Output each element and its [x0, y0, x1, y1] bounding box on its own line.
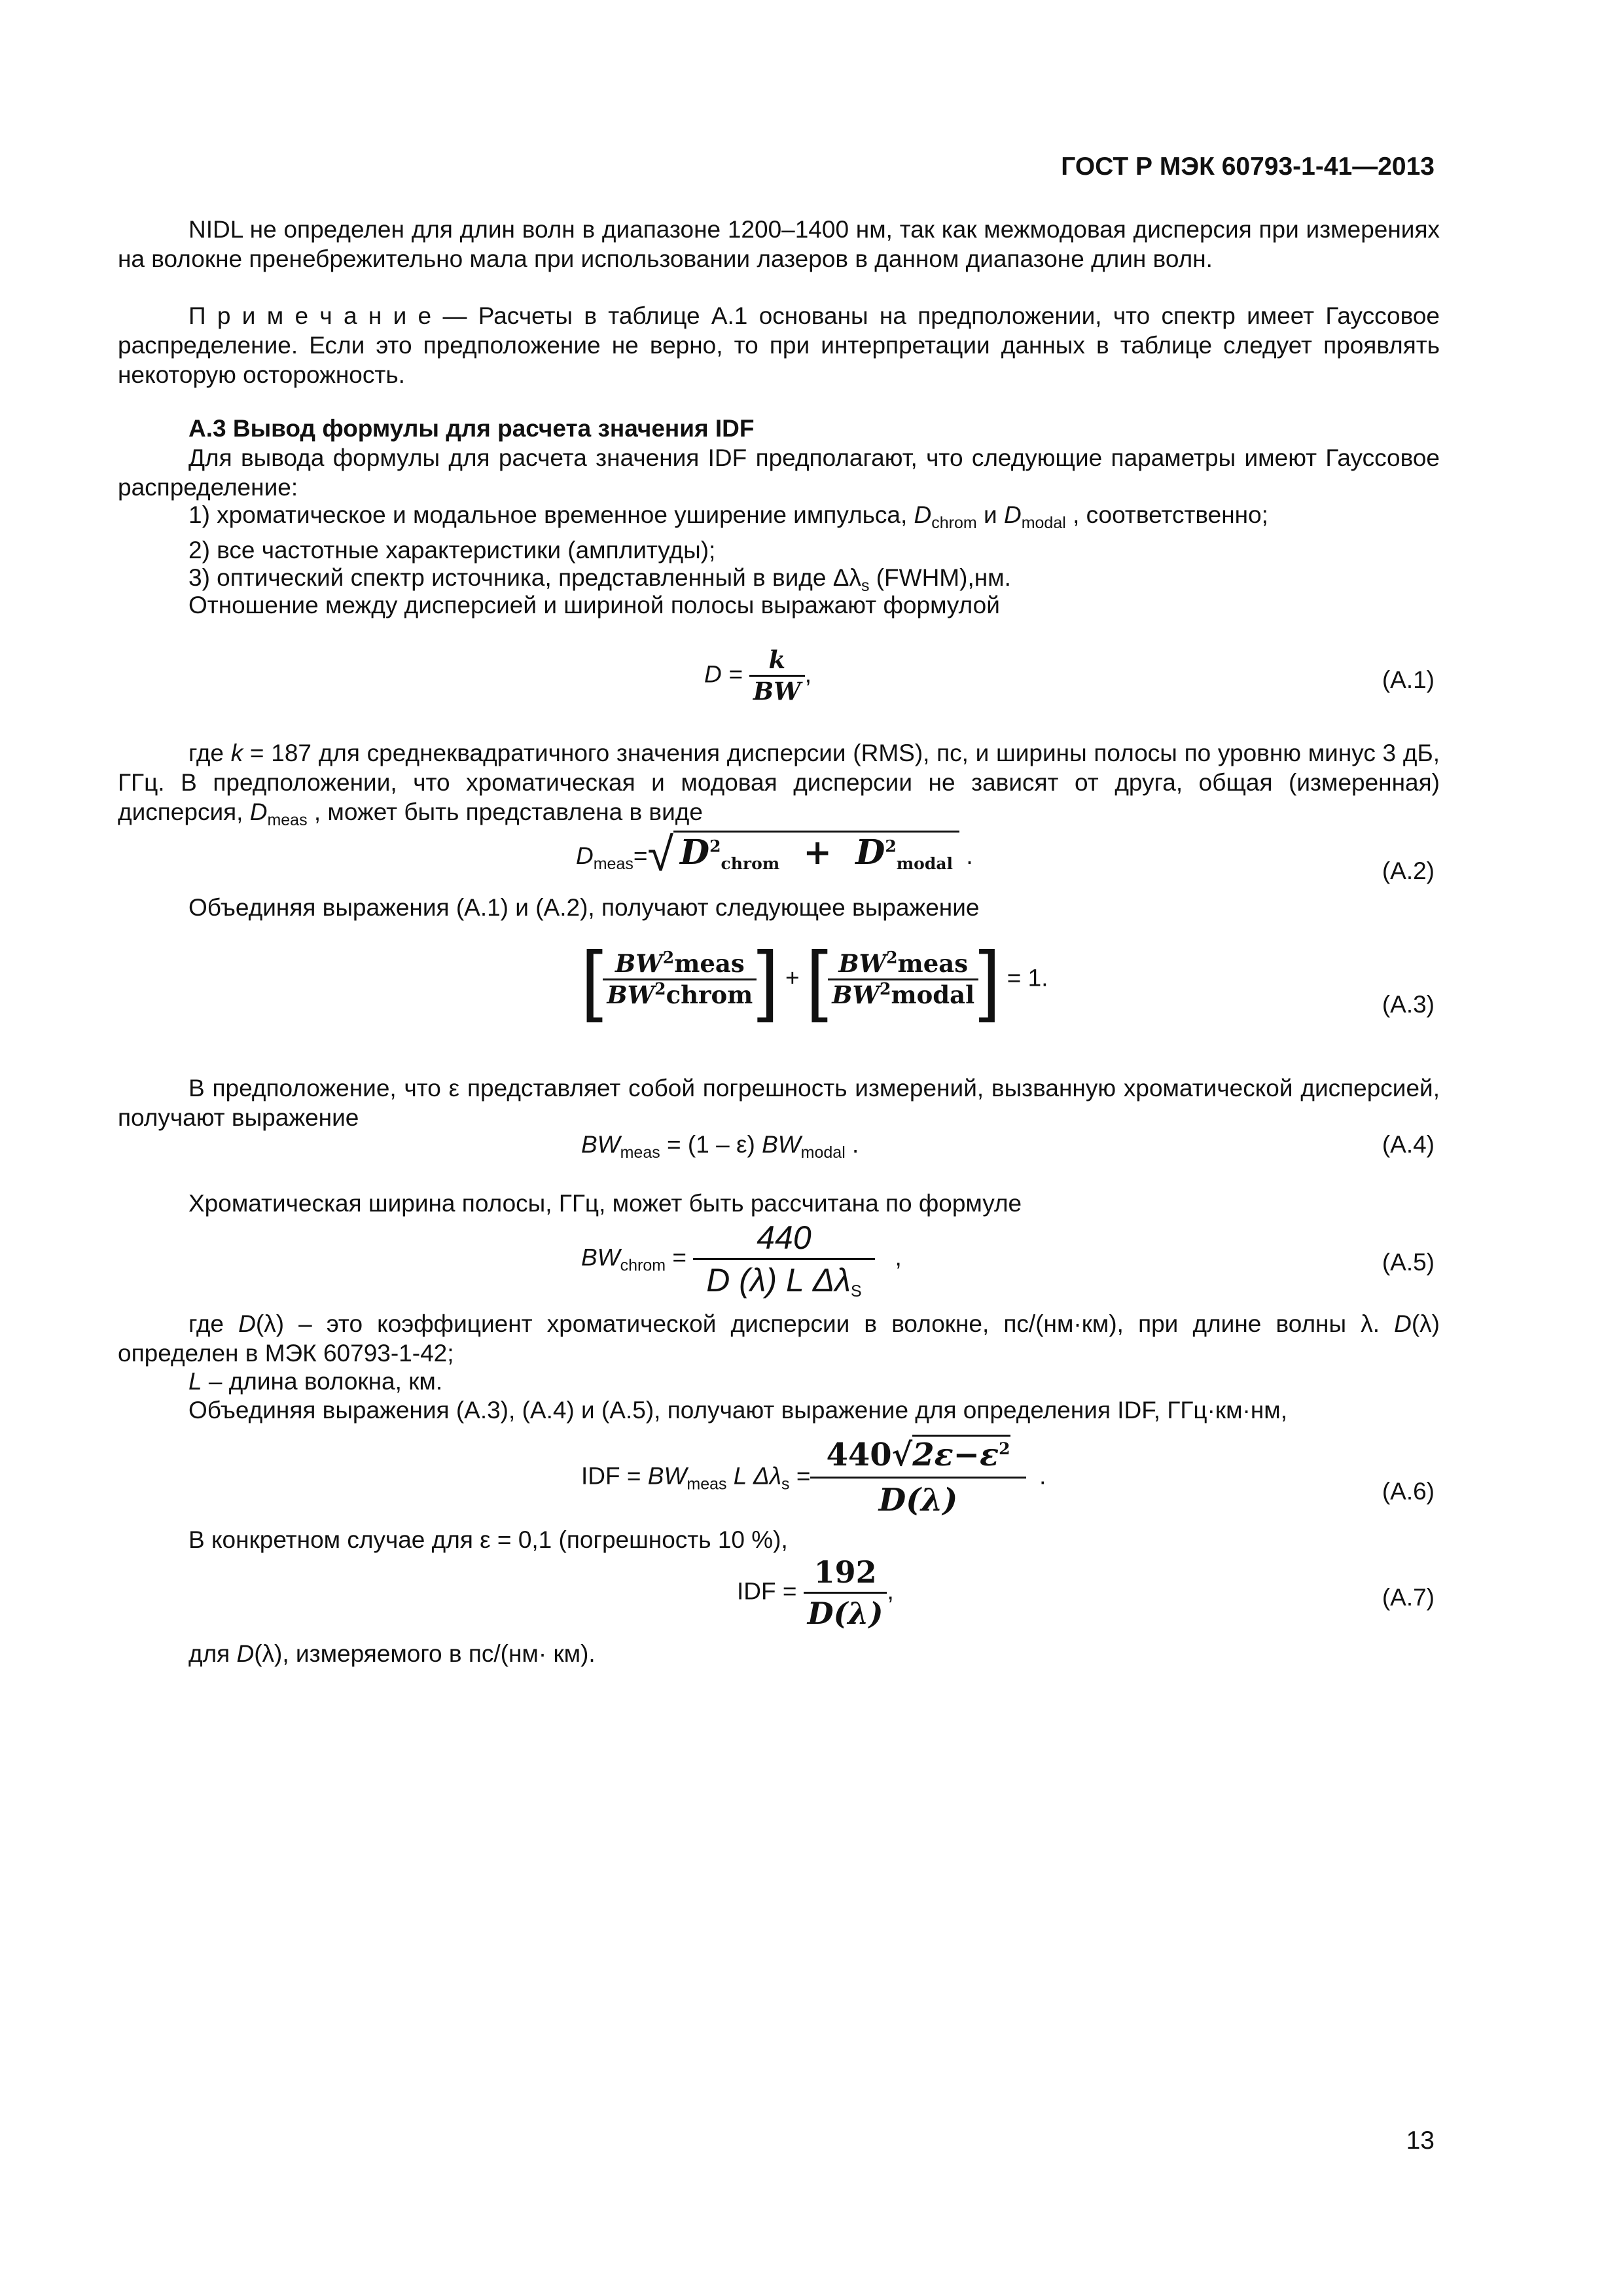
equation-a6: IDF = $BW_{meas}$ L $\Delta\lambda_s$ = $\frac{440√2\varepsilon-\varepsilon^2}{D(\lambda)}$ . [581, 1433, 1046, 1522]
combine-text-2: Объединяя выражения (А.3), (А.4) и (А.5), получают выражение для определения IDF, ГГц·км·нм, [188, 1397, 1288, 1424]
document-header: ГОСТ Р МЭК 60793-1-41—2013 [1061, 152, 1435, 181]
equation-number-a1: (А.1) [1382, 666, 1435, 693]
length-definition: L – длина волокна, км. [188, 1368, 443, 1395]
chrom-bandwidth-text: Хроматическая ширина полосы, ГГц, может быть рассчитана по формуле [188, 1190, 1022, 1217]
note-text: — Расчеты в таблице А.1 основаны на предположении, что спектр имеет Гауссовое распределение. Если это предположение не верно, то при интерпретации данных в таблице следует проявлять некоторую осторожность. [118, 302, 1440, 388]
paragraph-nidl: NIDL не определен для длин волн в диапазоне 1200–1400 нм, так как межмодовая дисперсия при измерениях на волокне пренебрежительно мала при использовании лазеров в данном диапазоне длин волн. [118, 216, 1440, 272]
page-number: 13 [1406, 2126, 1435, 2155]
list-item-1: 1) хроматическое и модальное временное уширение импульса, $D_{chrom}$ и $D_{modal}$ , соответственно; [188, 501, 1268, 532]
equation-number-a3: (А.3) [1382, 991, 1435, 1018]
equation-a7: IDF = $\frac{192}{D(\lambda)}$ , [737, 1552, 894, 1633]
section-title: А.3 Вывод формулы для расчета значения IDF [188, 415, 755, 442]
combine-text-1: Объединяя выражения (А.1) и (А.2), получают следующее выражение [188, 894, 980, 921]
list-item-2: 2) все частотные характеристики (амплитуды); [188, 537, 716, 564]
equation-a2: $D_{meas}=√$ $D^2_{chrom} + D^2_{modal}$ . [576, 829, 973, 881]
equation-a3: [ $\frac{BW^2meas}{BW^2chrom}$ ] + [ $\frac{BW^2meas}{BW^2modal}$ ] = 1. [581, 935, 1048, 1023]
equation-number-a2: (А.2) [1382, 857, 1435, 884]
equation-a5: $BW_{chrom}$ = $\frac{440}{D (\lambda) L \Delta\lambda_S}$ , [581, 1217, 902, 1300]
section-intro: Для вывода формулы для расчета значения IDF предполагают, что следующие параметры имеют Гауссовое распределение: [118, 444, 1440, 501]
paragraph-epsilon: В предположение, что ε представляет собой погрешность измерений, вызванную хроматической дисперсией, получают выражение [118, 1075, 1440, 1131]
note-label: П р и м е ч а н и е [188, 302, 432, 329]
paragraph-where-k: где k = 187 для среднеквадратичного значения дисперсии (RMS), пс, и ширины полосы по уровню минус 3 дБ, ГГц. В предположении, что хроматическая и модовая дисперсии не зависят от друга, общая (измеренная) дисперсия, $D_{meas}$ , может быть представлена в виде [118, 740, 1440, 829]
special-case-text: В конкретном случае для ε = 0,1 (погрешность 10 %), [188, 1526, 788, 1553]
closing-text: для D(λ), измеряемого в пс/(нм· км). [188, 1640, 596, 1667]
list-item-3: 3) оптический спектр источника, представленный в виде $\Delta\lambda_s$ (FWHM),нм. [188, 564, 1011, 595]
equation-number-a4: (А.4) [1382, 1131, 1435, 1158]
equation-number-a5: (А.5) [1382, 1249, 1435, 1276]
equation-number-a7: (А.7) [1382, 1584, 1435, 1611]
note-paragraph [118, 301, 1440, 389]
equation-a1: D = $\frac{k}{BW}$ , [704, 645, 812, 706]
equation-number-a6: (А.6) [1382, 1478, 1435, 1505]
equation-a4: $BW_{meas} = (1 - \varepsilon)$ $BW_{modal}$ . [581, 1131, 859, 1162]
paragraph-d-lambda: где D(λ) – это коэффициент хроматической дисперсии в волокне, пс/(нм·км), при длине волны λ. D(λ) определен в МЭК 60793-1-42; [118, 1310, 1440, 1367]
relation-text: Отношение между дисперсией и шириной полосы выражают формулой [188, 592, 1000, 619]
